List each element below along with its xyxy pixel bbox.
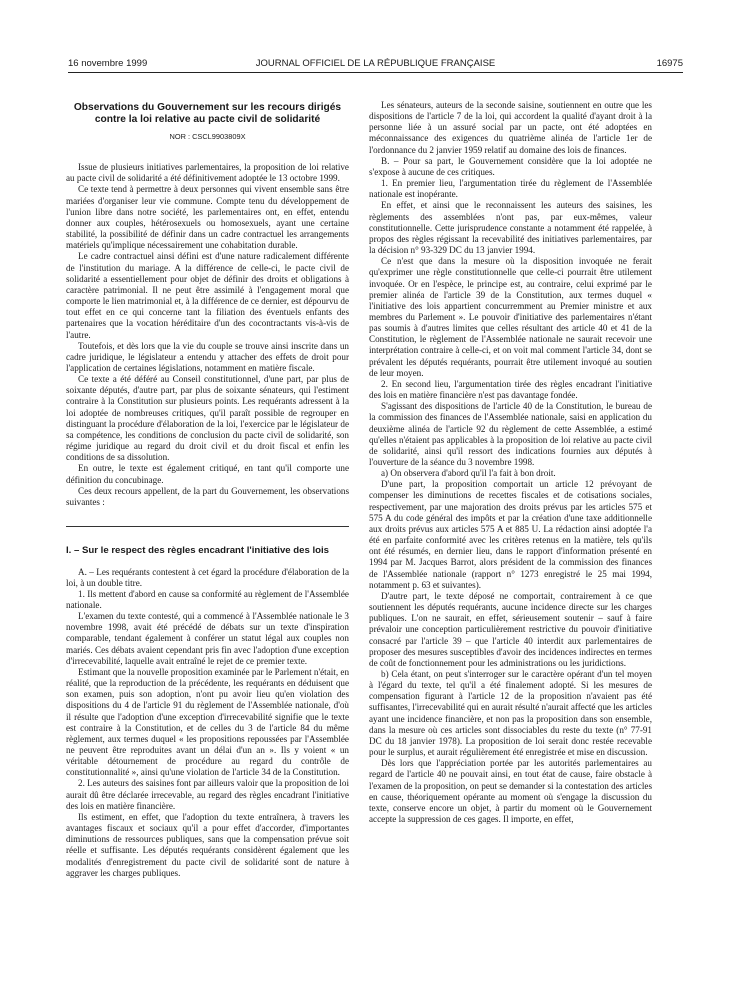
paragraph: a) On observera d'abord qu'il l'a fait à bon droit. <box>381 468 556 479</box>
paragraph: B. – Pour sa part, le Gouvernement considère que la loi adoptée ne s'expose à aucune de ces critiques. <box>369 155 652 177</box>
article-title: Observations du Gouvernement sur les recours dirigés contre la loi relative au pacte civil de solidarité <box>73 102 342 125</box>
paragraph: Issue de plusieurs initiatives parlementaires, la proposition de loi relative au pacte civil de solidarité a été définitivement adoptée le 13 octobre 1999. <box>66 162 349 184</box>
paragraph: D'une part, la proposition comportait un article 12 prévoyant de compenser les diminutions de recettes fiscales et de cotisations sociales, respectivement, par une majoration des droits prévus par les articles 575 et 575 A du code général des impôts et par la création d'une taxe additionnelle aux droits prévus aux articles 575 A et 885 U. La rédaction ainsi adoptée l'a été en parfaite conformité avec les critères retenus en la matière, tels qu'ils ont été résumés, en dernier lieu, dans le rapport d'information présenté en 1994 par M. Jacques Barrot, alors président de la commission des finances de l'Assemblée nationale (rapport n° 1273 enregistré le 25 mai 1994, notamment p. 63 et suivantes). <box>369 479 652 590</box>
paragraph: 2. Les auteurs des saisines font par ailleurs valoir que la proposition de loi aurait dû être déclarée irrecevable, au regard des règles encadrant l'initiative des lois en matière financière. <box>66 778 349 811</box>
paragraph: A. – Les requérants contestent à cet égard la procédure d'élaboration de la loi, à un double titre. <box>66 566 349 588</box>
header-journal-title: JOURNAL OFFICIEL DE LA RÉPUBLIQUE FRANÇAISE <box>255 58 496 69</box>
section-divider <box>66 526 349 527</box>
paragraph: Ces deux recours appellent, de la part du Gouvernement, les observations suivantes : <box>66 485 349 507</box>
header-date: 16 novembre 1999 <box>68 58 148 69</box>
paragraph: L'examen du texte contesté, qui a commencé à l'Assemblée nationale le 3 novembre 1998, avait été précédé de débats sur un texte d'inspiration comparable, tendant également à conférer un statut légal aux couples non mariés. Ces débats avaient cependant pris fin avec l'adoption d'une exception d'irrecevabilité, laquelle avait entraîné le rejet de ce premier texte. <box>66 611 349 666</box>
paragraph: Ce n'est que dans la mesure où la disposition invoquée ne ferait qu'exprimer une règle constitutionnelle que celle-ci pourrait être utilement invoquée. Or en l'espèce, le principe est, au contraire, celui exprimé par le premier alinéa de l'article 39 de la Constitution, aux termes duquel « l'initiative des lois appartient concurremment au Premier ministre et aux membres du Parlement ». Le pouvoir d'initiative des parlementaires n'étant pas soumis à d'autres limites que celles résultant des article 40 et 41 de la Constitution, le règlement de l'Assemblée nationale ne saurait recevoir une interprétation contraire à celle-ci, et on voit mal comment l'article 34, dont se prévalent les députés requérants, pourrait être utilement invoqué au soutien de leur moyen. <box>369 256 652 378</box>
paragraph: Les sénateurs, auteurs de la seconde saisine, soutiennent en outre que les dispositions de l'article 7 de la loi, qui accordent la qualité d'ayant droit à la personne liée à un assuré social par un pacte, ont été adoptées en méconnaissance des exigences du quatrième alinéa de l'article 1er de l'ordonnance du 2 janvier 1959 relatif au domaine des lois de finances. <box>369 100 652 155</box>
paragraph: S'agissant des dispositions de l'article 40 de la Constitution, le bureau de la commission des finances de l'Assemblée nationale, saisi en application du deuxième alinéa de l'article 92 du règlement de cette Assemblée, a estimé qu'elles n'étaient pas applicables à la proposition de loi relative au pacte civil de solidarité, ainsi qu'il ressort des indications fournies aux députés à l'ouverture de la séance du 3 novembre 1998. <box>369 401 652 467</box>
header-page-number: 16975 <box>656 58 683 69</box>
paragraph: Estimant que la nouvelle proposition examinée par le Parlement n'était, en réalité, que la reproduction de la précédente, les requérants en déduisent que son examen, puis son adoption, n'ont pu avoir lieu qu'en violation des dispositions du 4 de l'article 91 du règlement de l'Assemblée nationale, d'où il résulte que l'adoption d'une exception d'irrecevabilité signifie que le texte est contraire à la Constitution, et de celles du 3 de l'article 84 du même règlement, aux termes duquel « les propositions repoussées par l'Assemblée ne peuvent être reproduites avant un délai d'un an ». Ils y voient « un véritable détournement de procédure au regard du contrôle de constitutionnalité », ainsi qu'une violation de l'article 34 de la Constitution. <box>66 666 350 778</box>
header-rule <box>68 72 683 73</box>
paragraph: En effet, et ainsi que le reconnaissent les auteurs des saisines, les règlements des assemblées n'ont pas, par eux-mêmes, valeur constitutionnelle. Cette jurisprudence constante a notamment été rappelée, à propos des règles régissant la recevabilité des initiatives parlementaires, par la décision n° 93-329 DC du 13 janvier 1994. <box>369 200 652 256</box>
paragraph: Ce texte tend à permettre à deux personnes qui vivent ensemble sans être mariées d'organiser leur vie commune. Compte tenu du développement de l'union libre dans notre société, les parlementaires ont, en effet, entendu donner aux couples, hétérosexuels ou homosexuels, ayant une certaine stabilité, la possibilité de définir dans un cadre contractuel les arrangements matériels qu'implique nécessairement une cohabitation durable. <box>66 184 349 251</box>
paragraph: Ce texte a été déféré au Conseil constitutionnel, d'une part, par plus de soixante députés, d'autre part, par plus de soixante sénateurs, qui l'estiment contraire à la Constitution sur plusieurs points. Les requérants adressent à la loi adoptée de nombreuses critiques, qu'il paraît possible de regrouper en distinguant la procédure d'élaboration de la loi, l'exercice par le législateur de sa compétence, les conditions de conclusion du pacte civil de solidarité, son régime juridique au regard du droit civil et du droit fiscal et enfin les conditions de sa dissolution. <box>66 374 349 463</box>
paragraph: Le cadre contractuel ainsi défini est d'une nature radicalement différente de l'institution du mariage. A la différence de celle-ci, le pacte civil de solidarité a essentiellement pour objet de définir des droits et obligations à caractère patrimonial. Il ne peut être assimilé à l'engagement moral que comporte le lien matrimonial et, à la différence de ce dernier, est dépourvu de tout effet en ce qui concerne tant la filiation des éventuels enfants des partenaires que la vocation héréditaire d'un des cocontractants vis-à-vis de l'autre. <box>66 251 349 340</box>
paragraph: En outre, le texte est également critiqué, en tant qu'il comporte une définition du concubinage. <box>66 463 349 485</box>
paragraph: 1. Ils mettent d'abord en cause sa conformité au règlement de l'Assemblée nationale. <box>66 588 349 610</box>
paragraph: Ils estiment, en effet, que l'adoption du texte entraînera, à travers les avantages fiscaux et sociaux qu'il a pour effet d'accorder, d'importantes diminutions de ressources publiques, sans que la compensation prévue soit réelle et suffisante. Les députés requérants considèrent également que les modalités d'enregistrement du pacte civil de solidarité sont de nature à aggraver les charges publiques. <box>66 811 349 878</box>
paragraph: Dès lors que l'appréciation portée par les autorités parlementaires au regard de l'article 40 ne pouvait ainsi, en tout état de cause, faire obstacle à l'examen de la proposition, on peut se demander si la contestation des articles en cause, théoriquement opérante au moment où s'engage la discussion du texte, conserve encore un objet, à partir du moment où le Gouvernement accepte la suppression de ces gages. Il importe, en effet, <box>369 758 652 824</box>
page-header <box>68 58 683 72</box>
nor-reference: NOR : CSCL9903809X <box>169 132 246 141</box>
paragraph: Toutefois, et dès lors que la vie du couple se trouve ainsi inscrite dans un cadre juridique, le législateur a entendu y attacher des effets de droit pour l'application de certaines législations, notamment en matière fiscale. <box>66 340 349 373</box>
left-column <box>66 100 349 879</box>
paragraph: b) Cela étant, on peut s'interroger sur le caractère opérant d'un tel moyen à l'égard du texte, tel qu'il a été finalement adopté. Si les mesures de compensation figurant à l'article 12 de la proposition n'avaient pas été suffisantes, l'irrecevabilité qui en aurait résulté n'aurait affecté que les articles ayant une incidence financière, et non pas la proposition dans son ensemble, dans la mesure où ces articles sont dissociables du reste du texte (n° 77-91 DC du 18 janvier 1978). La proposition de loi serait donc restée recevable pour le surplus, et aurait régulièrement été enregistrée et mise en discussion. <box>369 668 652 758</box>
right-column <box>369 100 652 825</box>
paragraph: D'autre part, le texte déposé ne comportait, contrairement à ce que soutiennent les députés requérants, aucune incidence directe sur les charges publiques. L'on ne saurait, en effet, sérieusement soutenir – sauf à faire prévaloir une conception particulièrement restrictive du pouvoir d'initiative consacré par l'article 39 – que l'article 40 interdit aux parlementaires de proposer des mesures susceptibles d'avoir des incidences indirectes en termes de coût de fonctionnement pour les administrations ou les juridictions. <box>369 590 652 668</box>
section-heading: I. – Sur le respect des règles encadrant l'initiative des lois <box>66 545 330 556</box>
paragraph: 2. En second lieu, l'argumentation tirée des règles encadrant l'initiative des lois en matière financière n'est pas davantage fondée. <box>369 378 652 401</box>
paragraph: 1. En premier lieu, l'argumentation tirée du règlement de l'Assemblée nationale est inopérante. <box>369 178 652 200</box>
